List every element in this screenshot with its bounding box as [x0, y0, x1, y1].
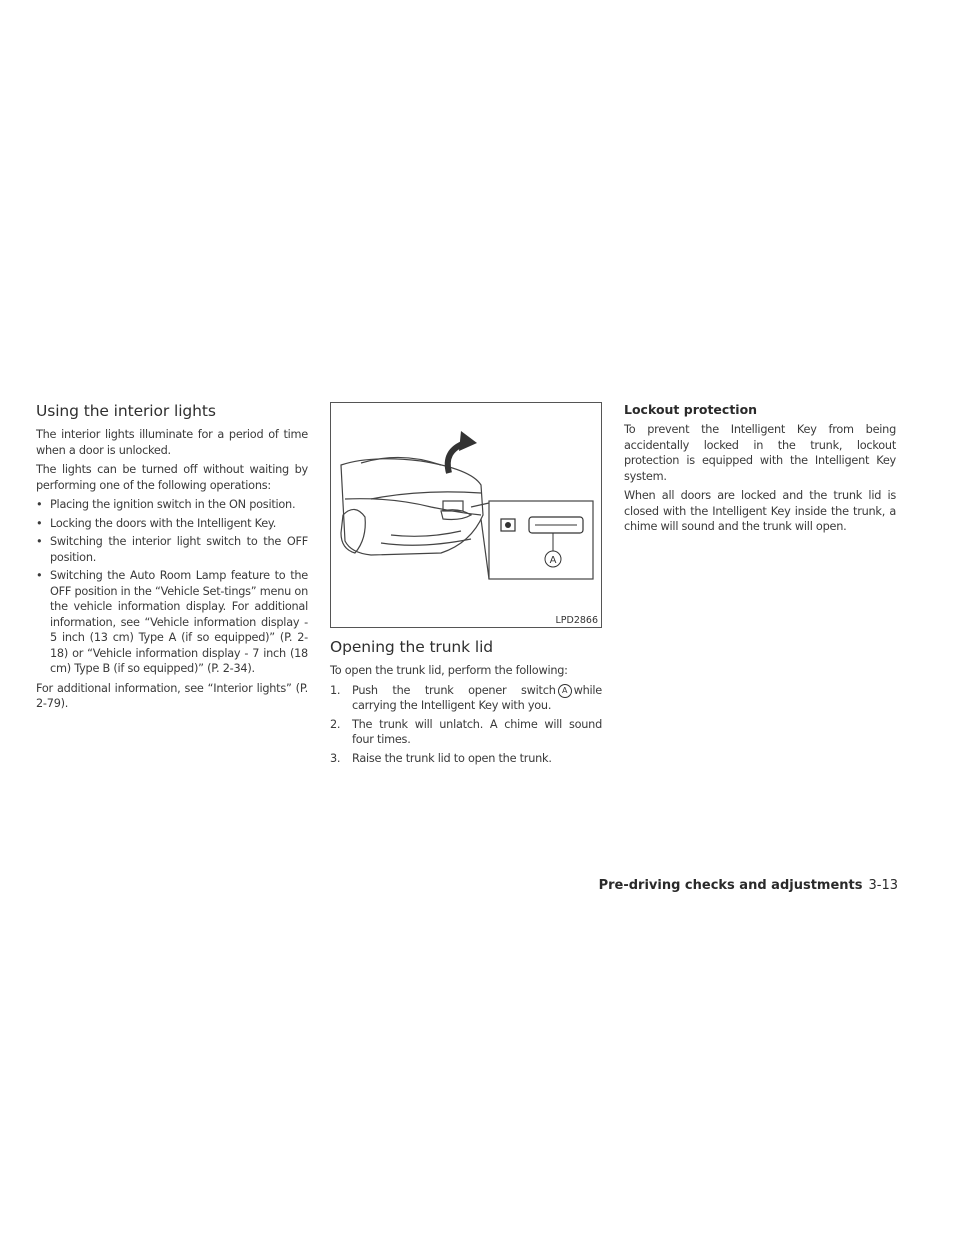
list-item: • Switching the Auto Room Lamp feature to the OFF position in the “Vehicle Set-tings” menu on the vehicle information display. For additional information, see “Vehicle information display - 5 inch (13 cm) Type A (if so equipped)” (P. 2-18) or “Vehicle information display - 7 inch (18 cm) Type B (if so equipped)” (P. 2-34). — [36, 569, 308, 675]
column-interior-lights — [36, 402, 308, 716]
paragraph: The lights can be turned off without waiting by performing one of the following operations: — [36, 463, 308, 492]
paragraph: To open the trunk lid, perform the following: — [330, 664, 568, 677]
trunk-figure — [330, 402, 602, 628]
bullet-mark: • — [36, 569, 43, 582]
section-title: Pre-driving checks and adjustments — [598, 878, 863, 893]
figure-callout-label: A — [549, 555, 557, 566]
list-item: 1. Push the trunk opener switch A while carrying the Intelligent Key with you. — [330, 683, 602, 712]
page-number: 3-13 — [868, 878, 898, 893]
paragraph: The interior lights illuminate for a period of time when a door is unlocked. — [36, 428, 308, 457]
column-trunk-lid — [330, 402, 602, 770]
list-item: 2. The trunk will unlatch. A chime will sound four times. — [330, 717, 602, 746]
numbered-list — [330, 683, 602, 767]
list-item: • Locking the doors with the Intelligent Key. — [36, 516, 277, 530]
step-number: 1. — [330, 683, 341, 697]
step-number: 3. — [330, 751, 341, 765]
figure-code: LPD2866 — [555, 615, 598, 626]
page-footer — [599, 878, 898, 893]
column-lockout-protection — [624, 402, 896, 539]
heading-interior-lights: Using the interior lights — [36, 402, 216, 420]
list-item: • Placing the ignition switch in the ON position. — [36, 498, 296, 511]
step-number: 2. — [330, 717, 341, 731]
bullet-mark: • — [36, 535, 43, 548]
bullet-list — [36, 497, 308, 677]
car-rear-illustration — [331, 403, 601, 627]
heading-lockout-protection: Lockout protection — [624, 402, 758, 417]
heading-opening-trunk-lid: Opening the trunk lid — [330, 638, 494, 656]
paragraph: To prevent the Intelligent Key from being accidentally locked in the trunk, lockout protection is equipped with the Intelligent Key system. — [624, 423, 896, 483]
list-item: • Switching the interior light switch to the OFF position. — [36, 535, 308, 564]
paragraph: For additional information, see “Interior lights” (P. 2-79). — [36, 681, 308, 710]
paragraph: When all doors are locked and the trunk lid is closed with the Intelligent Key inside the trunk, a chime will sound and the trunk will open. — [624, 489, 896, 533]
list-item: 3. Raise the trunk lid to open the trunk. — [330, 751, 552, 765]
callout-a-icon: A — [558, 684, 572, 698]
bullet-mark: • — [36, 498, 43, 511]
bullet-mark: • — [36, 516, 43, 530]
